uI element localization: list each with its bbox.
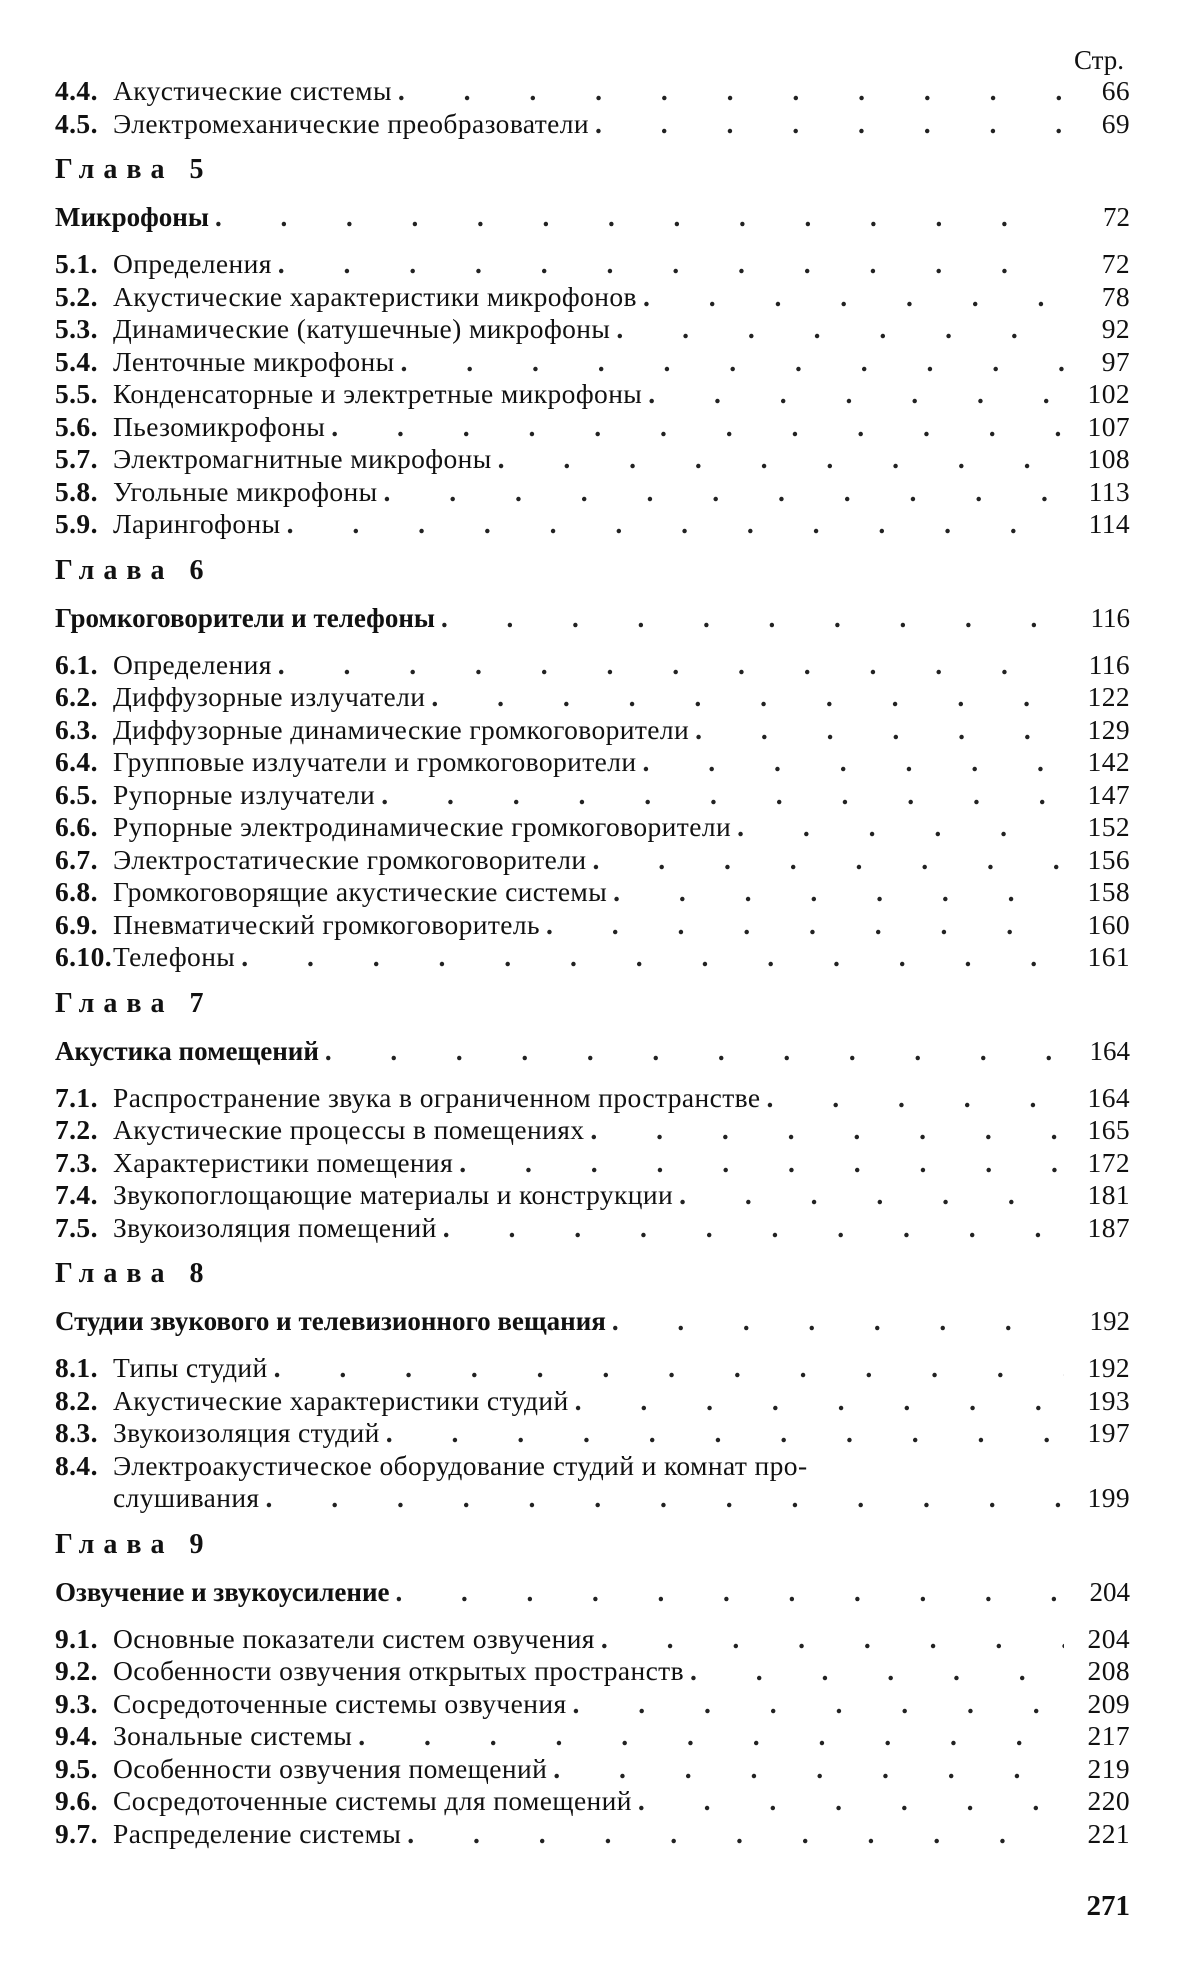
leader-dots (613, 876, 1064, 909)
section-title: Электроакустическое оборудование студий и комнат про- (113, 1449, 808, 1481)
page-number: 193 (1087, 1384, 1130, 1416)
section-number: 5.7. (55, 443, 98, 474)
section-title: Акустические характеристики микрофонов (113, 280, 637, 312)
page-number: 108 (1087, 443, 1130, 474)
leader-dots (398, 75, 1064, 108)
section-title: Акустические характеристики студий (113, 1384, 569, 1416)
section-title: Электромеханические преобразователи (113, 107, 590, 139)
section-number: 6.5. (55, 778, 98, 810)
toc-entry (55, 1179, 1130, 1212)
section-title-continued: слушивания (113, 1482, 260, 1513)
leader-dots (573, 1688, 1064, 1721)
chapter-title (55, 1575, 1130, 1609)
section-number: 9.1. (55, 1622, 98, 1654)
leader-dots (612, 1304, 1064, 1338)
page-number: 221 (1087, 1817, 1130, 1849)
toc-entry (55, 411, 1130, 444)
leader-dots (766, 1082, 1064, 1115)
section-title: Сосредоточенные системы озвучения (113, 1687, 567, 1719)
page-number: 116 (1088, 648, 1130, 680)
toc-entry (55, 811, 1130, 844)
section-title: Звукоизоляция помещений (113, 1211, 437, 1243)
toc-entry (55, 443, 1130, 476)
page-number: 156 (1087, 843, 1130, 875)
page-number: 107 (1087, 410, 1130, 442)
section-title: Диффузорные излучатели (113, 681, 426, 712)
toc-entry (55, 281, 1130, 314)
section-title: Динамические (катушечные) микрофоны (113, 313, 611, 344)
section-title: Особенности озвучения помещений (113, 1752, 548, 1784)
toc-entry (55, 1655, 1130, 1688)
page-number: 122 (1087, 681, 1130, 712)
section-number: 6.2. (55, 681, 98, 712)
section-title: Диффузорные динамические громкоговорители (113, 713, 690, 745)
page-number: 165 (1087, 1114, 1130, 1145)
page-number: 164 (1087, 1081, 1130, 1113)
leader-dots (590, 1114, 1064, 1147)
section-number: 7.5. (55, 1211, 98, 1243)
chapter-label: Глава 7 (55, 987, 213, 1019)
section-number: 5.5. (55, 378, 98, 409)
page-number: 129 (1087, 713, 1130, 745)
section-number: 9.4. (55, 1720, 98, 1751)
book-page-number: 271 (1086, 1890, 1130, 1922)
chapter-block (55, 1529, 1130, 1851)
chapter-title (55, 1304, 1130, 1338)
page-number: 92 (1101, 313, 1130, 344)
toc-entry (55, 1785, 1130, 1818)
chapter-title-text: Акустика помещений (55, 1035, 319, 1066)
section-title: Характеристики помещения (113, 1146, 454, 1178)
page-number: 152 (1087, 811, 1130, 842)
leader-dots (331, 411, 1064, 444)
page-number: 147 (1087, 778, 1130, 810)
leader-dots (265, 1482, 1064, 1515)
toc-entry (55, 346, 1130, 379)
chapter-block (55, 555, 1130, 974)
page-number: 208 (1087, 1655, 1130, 1686)
toc-entry (55, 1417, 1130, 1450)
chapter-label: Глава 9 (55, 1528, 213, 1560)
page-number: 78 (1101, 280, 1130, 312)
section-number: 7.1. (55, 1081, 98, 1113)
section-title: Угольные микрофоны (113, 475, 378, 507)
page-number: 116 (1090, 602, 1130, 633)
section-title: Рупорные электродинамические громкоговорители (113, 811, 732, 842)
section-title: Особенности озвучения открытых пространств (113, 1655, 684, 1686)
page-number: 172 (1087, 1146, 1130, 1178)
toc-entry (55, 746, 1130, 779)
section-number: 4.4. (55, 75, 98, 106)
section-title: Основные показатели систем озвучения (113, 1622, 595, 1654)
leader-dots (616, 313, 1064, 346)
leader-dots (278, 248, 1064, 281)
page-number: 217 (1087, 1720, 1130, 1751)
section-title: Пьезомикрофоны (113, 410, 326, 442)
leader-dots (358, 1720, 1064, 1753)
section-number: 6.3. (55, 713, 98, 745)
leader-dots (595, 108, 1064, 141)
toc-entry (55, 1082, 1130, 1115)
toc-entry (55, 1114, 1130, 1147)
toc-entry (55, 378, 1130, 411)
section-title: Телефоны (113, 941, 236, 972)
section-number: 5.4. (55, 345, 98, 377)
chapter-title-text: Озвучение и звукоусиление (55, 1576, 390, 1607)
toc-entry (55, 1147, 1130, 1180)
page-number: 204 (1087, 1622, 1130, 1654)
page-number: 199 (1087, 1482, 1130, 1513)
leader-dots (274, 1352, 1064, 1385)
leader-dots (643, 281, 1064, 314)
chapter-block (55, 988, 1130, 1245)
page-column-header: Стр. (1073, 45, 1124, 75)
section-number: 9.7. (55, 1817, 98, 1849)
section-number: 9.6. (55, 1785, 98, 1816)
section-title: Распределение системы (113, 1817, 402, 1849)
leader-dots (690, 1655, 1064, 1688)
leader-dots (431, 681, 1064, 714)
table-of-contents (55, 45, 1130, 1850)
page-number: 102 (1087, 378, 1130, 409)
leader-dots (443, 1212, 1064, 1245)
section-number: 7.3. (55, 1146, 98, 1178)
leader-dots (401, 346, 1064, 379)
section-number: 4.5. (55, 107, 98, 139)
leader-dots (593, 844, 1064, 877)
chapter-title-text: Микрофоны (55, 202, 209, 232)
section-number: 8.4. (55, 1449, 98, 1481)
leader-dots (498, 443, 1064, 476)
toc-entry (55, 1818, 1130, 1851)
leader-dots (459, 1147, 1064, 1180)
section-title: Типы студий (113, 1352, 268, 1383)
leader-dots (325, 1034, 1064, 1068)
page-number: 220 (1087, 1785, 1130, 1816)
section-number: 6.9. (55, 908, 98, 940)
page-number: 192 (1087, 1352, 1130, 1383)
section-number: 6.6. (55, 811, 98, 842)
leader-dots (553, 1753, 1064, 1786)
toc-entry (55, 248, 1130, 281)
section-title: Групповые излучатели и громкоговорители (113, 746, 637, 777)
section-number: 9.5. (55, 1752, 98, 1784)
section-title: Сосредоточенные системы для помещений (113, 1785, 632, 1816)
page-number: 209 (1087, 1687, 1130, 1719)
section-title: Конденсаторные и электретные микрофоны (113, 378, 643, 409)
toc-entry (55, 779, 1130, 812)
toc-entry (55, 909, 1130, 942)
leader-dots (407, 1818, 1064, 1851)
page-number: 219 (1087, 1752, 1130, 1784)
section-number: 6.4. (55, 746, 98, 777)
toc-entry (55, 1212, 1130, 1245)
section-title: Рупорные излучатели (113, 778, 376, 810)
pre-entries (55, 75, 1130, 140)
toc-entry (55, 714, 1130, 747)
page-number: 192 (1089, 1306, 1130, 1336)
section-number: 9.3. (55, 1687, 98, 1719)
chapter-label: Глава 8 (55, 1258, 213, 1289)
section-number: 5.1. (55, 248, 98, 279)
leader-dots (386, 1417, 1064, 1450)
chapter-block (55, 1258, 1130, 1515)
toc-entry (55, 681, 1130, 714)
toc-entry (55, 941, 1130, 974)
page-number: 187 (1087, 1211, 1130, 1243)
section-title: Акустические системы (113, 75, 392, 106)
leader-dots (575, 1385, 1064, 1418)
toc-entry (55, 649, 1130, 682)
leader-dots (381, 779, 1064, 812)
toc-entry (55, 1720, 1130, 1753)
chapter-title-text: Студии звукового и телевизионного вещания (55, 1306, 606, 1336)
section-title: Громкоговорящие акустические системы (113, 876, 608, 907)
leader-dots (215, 200, 1064, 234)
section-number: 5.6. (55, 410, 98, 442)
chapter-label: Глава 6 (55, 554, 213, 586)
leader-dots (546, 909, 1064, 942)
page-number: 66 (1101, 75, 1130, 106)
section-title: Определения (113, 648, 272, 680)
toc-entry (55, 1385, 1130, 1418)
page-number: 113 (1088, 475, 1130, 507)
section-number: 5.3. (55, 313, 98, 344)
section-title: Звукоизоляция студий (113, 1417, 380, 1448)
page-number: 72 (1103, 202, 1130, 232)
chapter-title (55, 601, 1130, 635)
chapter-block (55, 154, 1130, 541)
page-number: 69 (1101, 107, 1130, 139)
section-title: Электромагнитные микрофоны (113, 443, 492, 474)
page-number: 72 (1101, 248, 1130, 279)
toc-entry-line (55, 1482, 1130, 1515)
toc-entry-line (55, 1450, 1130, 1483)
chapter-label: Глава 5 (55, 154, 213, 185)
section-number: 6.8. (55, 876, 98, 907)
page-number: 142 (1087, 746, 1130, 777)
page-number: 197 (1087, 1417, 1130, 1448)
toc-entry (55, 476, 1130, 509)
section-number: 8.1. (55, 1352, 98, 1383)
leader-dots (737, 811, 1064, 844)
leader-dots (601, 1623, 1064, 1656)
leader-dots (384, 476, 1064, 509)
section-title: Ларингофоны (113, 508, 281, 539)
section-number: 8.3. (55, 1417, 98, 1448)
page-number: 204 (1089, 1576, 1130, 1607)
leader-dots (396, 1575, 1065, 1609)
leader-dots (441, 601, 1064, 635)
leader-dots (679, 1179, 1064, 1212)
section-number: 5.9. (55, 508, 98, 539)
leader-dots (648, 378, 1064, 411)
section-title: Ленточные микрофоны (113, 345, 395, 377)
section-title: Звукопоглощающие материалы и конструкции (113, 1179, 674, 1210)
page-number: 161 (1087, 941, 1130, 972)
section-title: Зональные системы (113, 1720, 353, 1751)
leader-dots (287, 508, 1064, 541)
page-number: 158 (1087, 876, 1130, 907)
leader-dots (638, 1785, 1064, 1818)
toc-entry (55, 1688, 1130, 1721)
page-number: 114 (1088, 508, 1130, 539)
page-number: 164 (1089, 1035, 1130, 1066)
section-number: 9.2. (55, 1655, 98, 1686)
toc-entry (55, 75, 1130, 108)
section-title: Определения (113, 248, 272, 279)
toc-entry (55, 313, 1130, 346)
section-title: Распространение звука в ограниченном пространстве (113, 1081, 761, 1113)
section-number: 5.8. (55, 475, 98, 507)
toc-entry (55, 1753, 1130, 1786)
section-number: 7.4. (55, 1179, 98, 1210)
section-number: 5.2. (55, 280, 98, 312)
toc-entry (55, 844, 1130, 877)
leader-dots (278, 649, 1064, 682)
chapter-list (55, 154, 1130, 1850)
section-number: 6.1. (55, 648, 98, 680)
section-number: 7.2. (55, 1114, 98, 1145)
leader-dots (695, 714, 1064, 747)
toc-entry (55, 1352, 1130, 1385)
toc-entry (55, 508, 1130, 541)
chapter-title (55, 200, 1130, 234)
leader-dots (643, 746, 1064, 779)
page-number: 97 (1101, 345, 1130, 377)
section-number: 8.2. (55, 1384, 98, 1416)
section-number: 6.10. (55, 941, 112, 972)
toc-entry (55, 1623, 1130, 1656)
section-title: Акустические процессы в помещениях (113, 1114, 585, 1145)
toc-entry (55, 108, 1130, 141)
page-number: 160 (1087, 908, 1130, 940)
section-title: Электростатические громкоговорители (113, 843, 587, 875)
toc-entry (55, 876, 1130, 909)
chapter-title (55, 1034, 1130, 1068)
page-number: 181 (1087, 1179, 1130, 1210)
leader-dots (241, 941, 1064, 974)
section-title: Пневматический громкоговоритель (113, 908, 540, 940)
section-number: 6.7. (55, 843, 98, 875)
chapter-title-text: Громкоговорители и телефоны (55, 602, 435, 633)
toc-entry (55, 1450, 1130, 1515)
